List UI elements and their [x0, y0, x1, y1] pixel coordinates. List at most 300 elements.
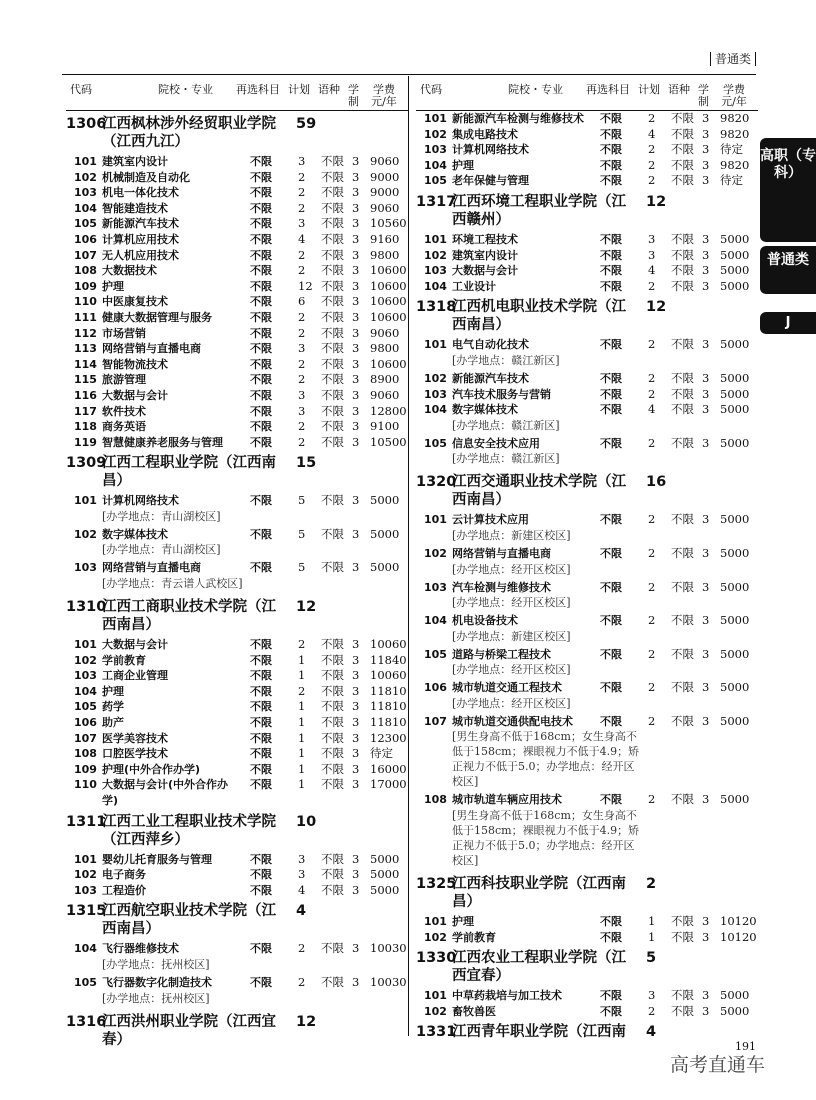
- major-plan: 3: [298, 403, 306, 418]
- major-name: 大数据与会计: [102, 388, 168, 402]
- major-years: 3: [352, 403, 360, 418]
- major-row: [66, 527, 408, 558]
- major-row: [416, 792, 758, 868]
- major-plan: 6: [298, 294, 306, 309]
- major-language: 不限: [321, 867, 344, 882]
- major-years: 3: [352, 560, 360, 575]
- major-language: 不限: [321, 683, 344, 698]
- school-code: 1316: [66, 1013, 107, 1030]
- major-language: 不限: [671, 157, 694, 172]
- major-fee: 5000: [720, 337, 750, 352]
- major-code: 102: [74, 170, 97, 184]
- major-code: 105: [424, 647, 447, 661]
- major-plan: 4: [298, 882, 306, 897]
- major-years: 3: [702, 613, 710, 628]
- major-name: 中草药栽培与加工技术: [452, 989, 562, 1003]
- major-name: 计算机网络技术: [102, 494, 179, 508]
- major-language: 不限: [671, 278, 694, 293]
- major-code: 108: [74, 264, 97, 278]
- major-row: [66, 746, 408, 762]
- major-code: 117: [74, 404, 97, 418]
- major-code: 102: [74, 653, 97, 667]
- major-fee: 9820: [720, 126, 750, 141]
- major-years: 3: [352, 851, 360, 866]
- school-name: 江西青年职业学院（江西南: [452, 1024, 626, 1041]
- major-subject: 不限: [250, 342, 272, 356]
- major-subject: 不限: [250, 747, 272, 761]
- major-years: 3: [352, 761, 360, 776]
- major-row: [66, 357, 408, 373]
- spacer: [66, 591, 408, 594]
- major-row: [416, 111, 758, 127]
- school-plan: 5: [646, 950, 657, 967]
- major-years: 3: [352, 941, 360, 956]
- major-name: 机电一体化技术: [102, 186, 179, 200]
- major-row: [416, 546, 758, 577]
- major-row: [66, 731, 408, 747]
- major-subject: 不限: [250, 527, 272, 541]
- major-language: 不限: [321, 403, 344, 418]
- major-subject: 不限: [250, 669, 272, 683]
- major-row: [66, 560, 408, 591]
- major-plan: 1: [298, 652, 306, 667]
- major-name: 软件技术: [102, 404, 146, 418]
- table-header: [416, 76, 758, 111]
- major-row: [66, 372, 408, 388]
- major-name: 飞行器数字化制造技术: [102, 975, 212, 989]
- major-row: [66, 232, 408, 248]
- major-years: 3: [702, 435, 710, 450]
- school-code: 1317: [416, 193, 457, 210]
- major-code: 103: [74, 186, 97, 200]
- major-plan: 3: [298, 216, 306, 231]
- major-name: 建筑室内设计: [102, 155, 168, 168]
- major-subject: 不限: [600, 158, 622, 172]
- header-code: 代码: [70, 83, 92, 96]
- major-fee: 9060: [370, 387, 400, 402]
- major-subject: 不限: [600, 112, 622, 125]
- major-years: 3: [352, 730, 360, 745]
- major-language: 不限: [321, 200, 344, 215]
- major-years: 3: [702, 792, 710, 807]
- major-fee: 10600: [370, 309, 407, 324]
- school-name: 江西交通职业技术学院（江西南昌）: [452, 474, 626, 509]
- major-subject: 不限: [250, 373, 272, 387]
- major-note: [男生身高不低于168cm；女生身高不低于158cm；裸眼视力不低于4.9；矫正视力不低于5.0；办学地点：经开区校区]: [452, 730, 640, 789]
- school-header: [416, 875, 758, 911]
- major-row: [66, 341, 408, 357]
- school-header: [66, 454, 408, 490]
- major-code: 104: [74, 684, 97, 698]
- major-language: 不限: [321, 325, 344, 340]
- major-plan: 1: [298, 777, 306, 792]
- major-row: [416, 680, 758, 711]
- major-name: 商务英语: [102, 420, 146, 434]
- major-code: 103: [424, 387, 447, 401]
- school-header: [66, 902, 408, 938]
- major-language: 不限: [321, 419, 344, 434]
- major-name: 市场营销: [102, 326, 146, 340]
- header-fee: 学费元/年: [371, 83, 397, 108]
- major-name: 畜牧兽医: [452, 1004, 496, 1018]
- school-code: 1306: [66, 116, 107, 132]
- major-years: 3: [352, 263, 360, 278]
- major-row: [416, 914, 758, 930]
- school-name: 江西环境工程职业学院（江西赣州）: [452, 193, 626, 228]
- major-language: 不限: [671, 680, 694, 695]
- major-language: 不限: [321, 185, 344, 200]
- major-subject: 不限: [250, 264, 272, 278]
- page-number: 191: [735, 1040, 756, 1053]
- major-fee: 9160: [370, 231, 400, 246]
- spacer: [416, 1041, 758, 1044]
- major-code: 102: [424, 127, 447, 141]
- major-name: 护理: [452, 158, 474, 172]
- school-header: [66, 813, 408, 849]
- major-years: 3: [352, 185, 360, 200]
- major-subject: 不限: [250, 868, 272, 882]
- school-code: 1325: [416, 876, 457, 893]
- major-years: 3: [352, 526, 360, 541]
- major-row: [66, 867, 408, 883]
- left-column: [66, 76, 408, 1052]
- side-tab-letter[interactable]: J: [760, 312, 816, 334]
- major-fee: 8900: [370, 372, 400, 387]
- major-years: 3: [352, 387, 360, 402]
- major-name: 机电设备技术: [452, 614, 518, 628]
- major-years: 3: [352, 154, 360, 168]
- major-years: 3: [702, 512, 710, 527]
- major-language: 不限: [321, 730, 344, 745]
- major-fee: 5000: [370, 493, 400, 508]
- major-subject: 不限: [600, 930, 622, 944]
- major-language: 不限: [671, 386, 694, 401]
- major-subject: 不限: [250, 731, 272, 745]
- major-plan: 2: [298, 325, 306, 340]
- major-plan: 2: [648, 680, 656, 695]
- major-fee: 12300: [370, 730, 407, 745]
- major-row: [66, 653, 408, 669]
- major-language: 不限: [671, 613, 694, 628]
- major-subject: 不限: [250, 942, 272, 956]
- school-header: [66, 598, 408, 634]
- school-name: 江西工业工程职业技术学院（江西萍乡）: [102, 813, 276, 848]
- major-plan: 2: [648, 435, 656, 450]
- major-plan: 3: [298, 851, 306, 866]
- major-years: 3: [702, 142, 710, 157]
- major-row: [66, 941, 408, 972]
- major-language: 不限: [671, 142, 694, 157]
- major-name: 大数据与会计: [102, 638, 168, 652]
- major-language: 不限: [321, 746, 344, 761]
- major-name: 新能源汽车检测与维修技术: [452, 112, 584, 125]
- major-years: 3: [702, 111, 710, 125]
- major-language: 不限: [671, 545, 694, 560]
- school-code: 1331: [416, 1024, 457, 1041]
- school-code: 1318: [416, 299, 457, 316]
- major-language: 不限: [321, 851, 344, 866]
- major-name: 数字媒体技术: [452, 403, 518, 417]
- major-years: 3: [352, 715, 360, 730]
- major-name: 电气自动化技术: [452, 338, 529, 352]
- major-row: [66, 154, 408, 170]
- major-fee: 12800: [370, 403, 407, 418]
- major-plan: 5: [298, 526, 306, 541]
- major-years: 3: [702, 1003, 710, 1018]
- major-language: 不限: [321, 637, 344, 652]
- major-row: [66, 975, 408, 1006]
- major-note: [办学地点：经开区校区]: [452, 596, 571, 610]
- major-code: 102: [424, 248, 447, 262]
- top-rule: [62, 74, 756, 75]
- major-name: 学前教育: [102, 653, 146, 667]
- header-subjects: 再选科目: [236, 83, 280, 96]
- major-note: [办学地点：新建区校区]: [452, 528, 571, 542]
- major-fee: 10060: [370, 668, 407, 683]
- school-plan: 2: [646, 876, 657, 893]
- major-name: 环境工程技术: [452, 232, 518, 246]
- major-years: 3: [702, 914, 710, 929]
- major-row: [416, 371, 758, 387]
- header-code: 代码: [420, 83, 442, 96]
- major-plan: 2: [298, 974, 306, 989]
- major-code: 105: [424, 436, 447, 450]
- major-note: [办学地点：经开区校区]: [452, 696, 571, 710]
- major-years: 3: [702, 370, 710, 385]
- major-code: 106: [74, 232, 97, 246]
- major-subject: 不限: [250, 155, 272, 168]
- major-plan: 2: [648, 278, 656, 293]
- school-name: 江西洪州职业学院（江西宜春）: [102, 1013, 276, 1048]
- major-name: 护理: [102, 684, 124, 698]
- major-plan: 2: [298, 419, 306, 434]
- major-name: 飞行器维修技术: [102, 942, 179, 956]
- major-row: [66, 263, 408, 279]
- major-years: 3: [352, 637, 360, 652]
- major-code: 105: [74, 975, 97, 989]
- major-language: 不限: [321, 668, 344, 683]
- major-row: [66, 326, 408, 342]
- major-language: 不限: [321, 309, 344, 324]
- major-name: 数字媒体技术: [102, 527, 168, 541]
- major-code: 106: [424, 681, 447, 695]
- school-code: 1320: [416, 474, 457, 491]
- major-fee: 11840: [370, 652, 407, 667]
- major-name: 大数据与会计: [452, 264, 518, 278]
- major-name: 智能建造技术: [102, 201, 168, 215]
- major-row: [416, 580, 758, 611]
- major-subject: 不限: [250, 217, 272, 231]
- major-plan: 3: [648, 988, 656, 1003]
- major-fee: 5000: [370, 851, 400, 866]
- major-plan: 2: [648, 512, 656, 527]
- major-plan: 2: [298, 434, 306, 449]
- major-plan: 2: [648, 157, 656, 172]
- major-row: [416, 714, 758, 790]
- major-fee: 5000: [720, 792, 750, 807]
- header-plan: 计划: [288, 83, 310, 96]
- major-language: 不限: [321, 761, 344, 776]
- major-code: 103: [74, 883, 97, 897]
- major-code: 107: [424, 714, 447, 728]
- major-subject: 不限: [600, 580, 622, 594]
- school-name: 江西科技职业学院（江西南昌）: [452, 876, 626, 911]
- major-language: 不限: [321, 560, 344, 575]
- major-row: [416, 436, 758, 467]
- major-fee: 11810: [370, 699, 407, 714]
- major-language: 不限: [321, 341, 344, 356]
- major-row: [416, 173, 758, 189]
- major-plan: 2: [648, 173, 656, 188]
- major-subject: 不限: [600, 436, 622, 450]
- major-fee: 5000: [720, 370, 750, 385]
- major-plan: 1: [298, 699, 306, 714]
- major-plan: 3: [648, 247, 656, 262]
- major-name: 云计算技术应用: [452, 513, 529, 527]
- major-subject: 不限: [250, 232, 272, 246]
- major-fee: 17000: [370, 777, 407, 792]
- major-fee: 5000: [720, 231, 750, 246]
- major-row: [416, 337, 758, 368]
- major-subject: 不限: [250, 561, 272, 575]
- school-name: 江西工程职业学院（江西南昌）: [102, 455, 276, 490]
- major-fee: 5000: [720, 263, 750, 278]
- major-plan: 4: [648, 126, 656, 141]
- major-plan: 2: [648, 111, 656, 125]
- major-subject: 不限: [250, 494, 272, 508]
- major-name: 信息安全技术应用: [452, 436, 540, 450]
- major-subject: 不限: [250, 975, 272, 989]
- major-subject: 不限: [250, 186, 272, 200]
- major-row: [416, 232, 758, 248]
- major-name: 大数据技术: [102, 264, 157, 278]
- major-code: 110: [74, 778, 97, 792]
- table-header: [66, 76, 408, 111]
- major-language: 不限: [671, 1003, 694, 1018]
- major-row: [416, 158, 758, 174]
- major-plan: 4: [298, 231, 306, 246]
- major-code: 102: [424, 930, 447, 944]
- major-fee: 10560: [370, 216, 407, 231]
- major-note: [办学地点：青山湖校区]: [102, 543, 221, 557]
- major-plan: 1: [298, 715, 306, 730]
- major-years: 3: [352, 294, 360, 309]
- major-plan: 1: [298, 761, 306, 776]
- major-years: 3: [352, 683, 360, 698]
- major-language: 不限: [671, 579, 694, 594]
- side-tab-general[interactable]: 普通类: [760, 246, 816, 294]
- side-tab-vocational[interactable]: 高职（专科）: [760, 138, 816, 242]
- major-fee: 5000: [720, 680, 750, 695]
- major-fee: 9800: [370, 341, 400, 356]
- major-row: [416, 142, 758, 158]
- major-row: [66, 637, 408, 653]
- major-code: 110: [74, 295, 97, 309]
- major-note: [男生身高不低于168cm；女生身高不低于158cm；裸眼视力不低于4.9；矫正视力不低于5.0；办学地点：经开区校区]: [452, 809, 640, 868]
- major-years: 3: [352, 882, 360, 897]
- major-language: 不限: [671, 646, 694, 661]
- major-code: 101: [424, 915, 447, 929]
- major-fee: 5000: [720, 579, 750, 594]
- major-name: 口腔医学技术: [102, 747, 168, 761]
- major-name: 道路与桥梁工程技术: [452, 647, 551, 661]
- right-column-body: [416, 111, 758, 1044]
- header-years: 学制: [698, 83, 709, 108]
- major-language: 不限: [321, 526, 344, 541]
- major-fee: 10120: [720, 929, 757, 944]
- major-plan: 3: [298, 341, 306, 356]
- major-code: 103: [424, 143, 447, 157]
- major-row: [66, 883, 408, 899]
- major-years: 3: [352, 777, 360, 792]
- school-plan: 59: [296, 116, 317, 132]
- major-row: [416, 1004, 758, 1020]
- major-row: [66, 715, 408, 731]
- major-language: 不限: [321, 493, 344, 508]
- major-fee: 待定: [720, 173, 743, 188]
- major-row: [66, 852, 408, 868]
- major-name: 护理: [102, 279, 124, 293]
- major-years: 3: [702, 263, 710, 278]
- major-language: 不限: [321, 294, 344, 309]
- major-note: [办学地点：抚州校区]: [102, 991, 210, 1005]
- major-name: 机械制造及自动化: [102, 170, 190, 184]
- major-years: 3: [702, 247, 710, 262]
- major-language: 不限: [671, 126, 694, 141]
- major-code: 102: [424, 1004, 447, 1018]
- major-code: 103: [424, 580, 447, 594]
- major-name: 城市轨道车辆应用技术: [452, 793, 562, 807]
- major-language: 不限: [321, 699, 344, 714]
- major-subject: 不限: [250, 716, 272, 730]
- major-code: 107: [74, 731, 97, 745]
- major-subject: 不限: [600, 248, 622, 262]
- school-code: 1310: [66, 599, 107, 616]
- school-plan: 10: [296, 813, 317, 830]
- major-code: 109: [74, 279, 97, 293]
- major-language: 不限: [671, 111, 694, 125]
- major-years: 3: [352, 419, 360, 434]
- right-column: [416, 76, 758, 1044]
- school-plan: 12: [646, 193, 667, 210]
- major-language: 不限: [321, 216, 344, 231]
- major-years: 3: [702, 278, 710, 293]
- major-plan: 3: [648, 231, 656, 246]
- major-note: [办学地点：抚州校区]: [102, 957, 210, 971]
- major-language: 不限: [671, 263, 694, 278]
- major-name: 建筑室内设计: [452, 248, 518, 262]
- major-name: 城市轨道交通工程技术: [452, 681, 562, 695]
- major-years: 3: [702, 173, 710, 188]
- category-tag: 普通类: [710, 52, 756, 66]
- major-subject: 不限: [600, 513, 622, 527]
- school-plan: 15: [296, 455, 317, 472]
- major-subject: 不限: [600, 546, 622, 560]
- major-code: 105: [74, 700, 97, 714]
- major-code: 102: [74, 527, 97, 541]
- major-code: 101: [424, 112, 447, 125]
- major-code: 101: [424, 338, 447, 352]
- major-language: 不限: [321, 278, 344, 293]
- major-years: 3: [352, 356, 360, 371]
- major-subject: 不限: [600, 793, 622, 807]
- major-plan: 1: [648, 914, 656, 929]
- major-fee: 待定: [720, 142, 743, 157]
- major-row: [66, 388, 408, 404]
- major-note: [办学地点：赣江新区]: [452, 418, 560, 432]
- major-language: 不限: [671, 435, 694, 450]
- major-plan: 4: [648, 263, 656, 278]
